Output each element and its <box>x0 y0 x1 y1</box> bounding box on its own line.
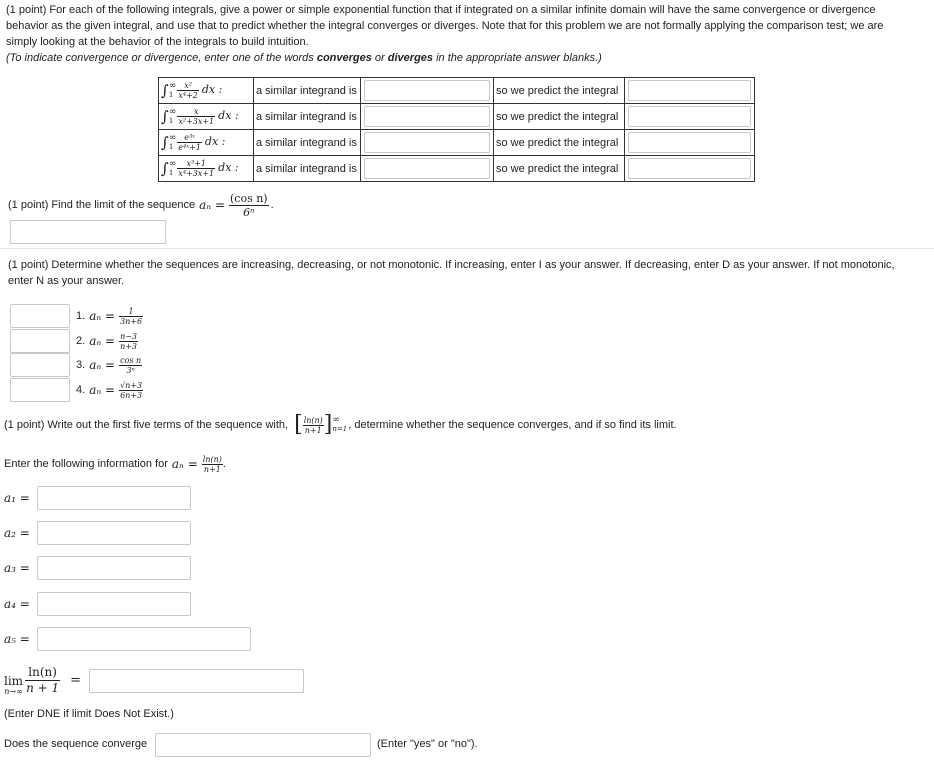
problem2-text: (1 point) Find the limit of the sequence <box>8 199 196 211</box>
problem2-den: 6ⁿ <box>243 205 255 219</box>
integrand-den: x²+3x+1 <box>178 117 215 126</box>
similar-label: a similar integrand is <box>254 156 361 182</box>
predict-input-cell <box>625 104 755 130</box>
predict-label: so we predict the integral <box>494 104 625 130</box>
problem4-text2: , determine whether the sequence converges, and if so find its limit. <box>348 419 677 431</box>
problem1-intro <box>6 2 930 66</box>
dx-label: dx : <box>218 109 239 123</box>
integral-limits <box>169 160 177 178</box>
integrand-num: x² <box>177 81 199 91</box>
similar-input-cell <box>361 104 494 130</box>
predict-input[interactable] <box>628 158 751 179</box>
term-label: a₅ = <box>4 632 30 646</box>
term-label: a₃ = <box>4 561 30 575</box>
problem2 <box>8 188 274 222</box>
item-number: 1. <box>76 310 86 322</box>
integral-sign: ∫ <box>161 133 169 152</box>
integrand-num: x <box>177 107 215 117</box>
item-den: 3ⁿ <box>126 365 135 375</box>
dne-note: (Enter DNE if limit Does Not Exist.) <box>4 708 174 720</box>
upper-limit: ∞ <box>168 158 177 169</box>
problem3-line2: enter N as your answer. <box>8 275 125 287</box>
item-var: aₙ = <box>89 358 116 372</box>
integral-expression <box>159 156 254 182</box>
lower-limit: 1 <box>168 142 174 151</box>
right-bracket: ] <box>323 412 333 437</box>
intro-line1: (1 point) For each of the following integrals, give a power or simple exponential function that if integrated on a similar infinite domain will have the same convergence or divergence <box>6 4 876 16</box>
problem2-var: aₙ = <box>199 198 225 212</box>
problem2-num: (cos n) <box>230 191 268 205</box>
lim-num: ln(n) <box>25 665 60 681</box>
item-number: 3. <box>76 359 86 371</box>
enter-num: ln(n) <box>202 454 222 464</box>
dx-label: dx : <box>218 161 239 175</box>
term-input[interactable] <box>37 592 191 616</box>
integrand-fraction <box>177 159 215 178</box>
term-label: a₁ = <box>4 491 30 505</box>
integrand-den: e⁴ˣ+1 <box>178 143 201 152</box>
sequence-notation <box>294 414 348 436</box>
converge-hint: (Enter "yes" or "no"). <box>377 738 478 750</box>
similar-integrand-input[interactable] <box>364 106 490 127</box>
integrand-den: x⁴+3x+1 <box>178 169 215 178</box>
lim-equals: = <box>70 672 82 688</box>
integrand-fraction <box>177 133 202 152</box>
item-var: aₙ = <box>89 309 116 323</box>
item-fraction <box>119 381 143 400</box>
enter-fraction <box>202 455 223 474</box>
problem3-line1: (1 point) Determine whether the sequences are increasing, decreasing, or not monotonic. If increasing, enter I as your answer. If decreasing, enter D as your answer. If not monotonic, <box>8 259 895 271</box>
lim-block <box>4 675 23 696</box>
monotonic-answer-input[interactable] <box>10 304 70 328</box>
monotonic-item <box>76 330 138 352</box>
similar-integrand-input[interactable] <box>364 132 490 153</box>
lower-limit: 1 <box>168 116 174 125</box>
integral-sign: ∫ <box>161 107 169 126</box>
integrand-den: x⁴+2 <box>178 91 198 100</box>
enter-period: . <box>222 458 226 470</box>
integral-row <box>159 130 755 156</box>
enter-text: Enter the following information for <box>4 458 168 470</box>
similar-integrand-input[interactable] <box>364 158 490 179</box>
term-label: a₂ = <box>4 526 30 540</box>
integrand-fraction <box>177 107 215 126</box>
predict-input-cell <box>625 78 755 104</box>
item-number: 2. <box>76 335 86 347</box>
predict-input-cell <box>625 156 755 182</box>
monotonic-item <box>76 379 143 401</box>
upper-limit: ∞ <box>168 132 177 143</box>
enter-info <box>4 450 226 478</box>
upper-limit: ∞ <box>168 80 177 91</box>
lim-den: n + 1 <box>26 680 60 695</box>
item-var: aₙ = <box>89 383 116 397</box>
limit-answer-input[interactable] <box>10 220 166 244</box>
item-number: 4. <box>76 384 86 396</box>
limit-expression <box>4 660 81 700</box>
term-input[interactable] <box>37 556 191 580</box>
similar-input-cell <box>361 156 494 182</box>
item-var: aₙ = <box>89 334 116 348</box>
integrand-fraction <box>177 81 199 100</box>
integrals-table <box>158 77 755 182</box>
lim-word: lim <box>4 673 24 688</box>
predict-input[interactable] <box>628 80 751 101</box>
note-post: in the appropriate answer blanks.) <box>433 52 602 64</box>
integrand-num: x³+1 <box>177 159 215 169</box>
converge-input[interactable] <box>155 733 371 757</box>
note-word-diverges: diverges <box>387 52 434 64</box>
problem4-text: (1 point) Write out the first five terms of the sequence with, <box>4 419 289 431</box>
item-den: 3n+6 <box>120 316 143 326</box>
intro-note <box>6 50 930 66</box>
monotonic-item <box>76 354 142 376</box>
item-fraction <box>119 356 142 375</box>
left-bracket: [ <box>294 412 303 437</box>
lower-limit: 1 <box>168 90 174 99</box>
term-label: a₄ = <box>4 597 30 611</box>
integral-expression <box>159 78 254 104</box>
item-fraction <box>119 332 138 351</box>
item-den: n+3 <box>120 341 138 351</box>
integral-expression <box>159 130 254 156</box>
intro-line3: simply looking at the behavior of the integrals to build intuition. <box>6 36 309 48</box>
note-pre: (To indicate convergence or divergence, enter one of the words <box>6 52 317 64</box>
seq-den: n+1 <box>304 425 322 435</box>
similar-label: a similar integrand is <box>254 78 361 104</box>
monotonic-item <box>76 305 143 327</box>
enter-den: n+1 <box>203 464 221 474</box>
monotonic-answer-input[interactable] <box>10 353 70 377</box>
term-input[interactable] <box>37 486 191 510</box>
limit-value-input[interactable] <box>89 669 304 693</box>
integrand-num: e³ˣ <box>177 133 202 143</box>
similar-integrand-input[interactable] <box>364 80 490 101</box>
item-num: 1 <box>119 307 143 317</box>
problem2-fraction <box>229 192 269 219</box>
similar-label: a similar integrand is <box>254 130 361 156</box>
intro-line2: behavior as the given integral, and use that to predict whether the integral converges or diverges. Note that for this problem we are not formally applying the comparison test; we are <box>6 20 884 32</box>
upper-limit: ∞ <box>168 106 177 117</box>
dx-label: dx : <box>204 135 226 149</box>
predict-label: so we predict the integral <box>494 78 625 104</box>
integral-limits <box>169 108 177 126</box>
predict-input[interactable] <box>628 106 751 127</box>
enter-var: aₙ = <box>171 457 198 471</box>
integral-row <box>159 104 755 130</box>
predict-label: so we predict the integral <box>494 156 625 182</box>
problem3-text <box>8 257 928 289</box>
integral-row <box>159 156 755 182</box>
seq-limits <box>332 416 347 434</box>
dx-label: dx : <box>201 83 223 97</box>
note-word-converges: converges <box>316 52 372 64</box>
integral-expression <box>159 104 254 130</box>
problem4 <box>4 410 677 440</box>
integral-sign: ∫ <box>161 159 169 178</box>
integral-row <box>159 78 755 104</box>
monotonic-answer-input[interactable] <box>10 378 70 402</box>
integral-limits <box>169 82 177 100</box>
item-den: 6n+3 <box>120 390 143 400</box>
problem2-period: . <box>270 199 274 211</box>
lower-limit: 1 <box>168 168 174 177</box>
term-input[interactable] <box>37 627 251 651</box>
integral-sign: ∫ <box>161 81 169 100</box>
predict-input[interactable] <box>628 132 751 153</box>
seq-sup: ∞ <box>332 415 340 425</box>
similar-label: a similar integrand is <box>254 104 361 130</box>
divider <box>0 248 934 249</box>
lim-sub: n→∞ <box>4 686 23 696</box>
seq-sub: n=1 <box>332 425 348 433</box>
converge-label: Does the sequence converge <box>4 738 148 750</box>
integral-limits <box>169 134 177 152</box>
monotonic-answer-input[interactable] <box>10 329 70 353</box>
similar-input-cell <box>361 130 494 156</box>
sequence-fraction <box>303 416 324 435</box>
item-fraction <box>119 307 143 326</box>
predict-label: so we predict the integral <box>494 130 625 156</box>
item-num: cos n <box>120 355 142 365</box>
predict-input-cell <box>625 130 755 156</box>
lim-fraction <box>25 665 60 696</box>
item-num: n−3 <box>120 331 138 341</box>
similar-input-cell <box>361 78 494 104</box>
item-num: √n+3 <box>120 380 143 390</box>
note-mid: or <box>371 52 388 64</box>
seq-num: ln(n) <box>303 415 323 425</box>
term-input[interactable] <box>37 521 191 545</box>
